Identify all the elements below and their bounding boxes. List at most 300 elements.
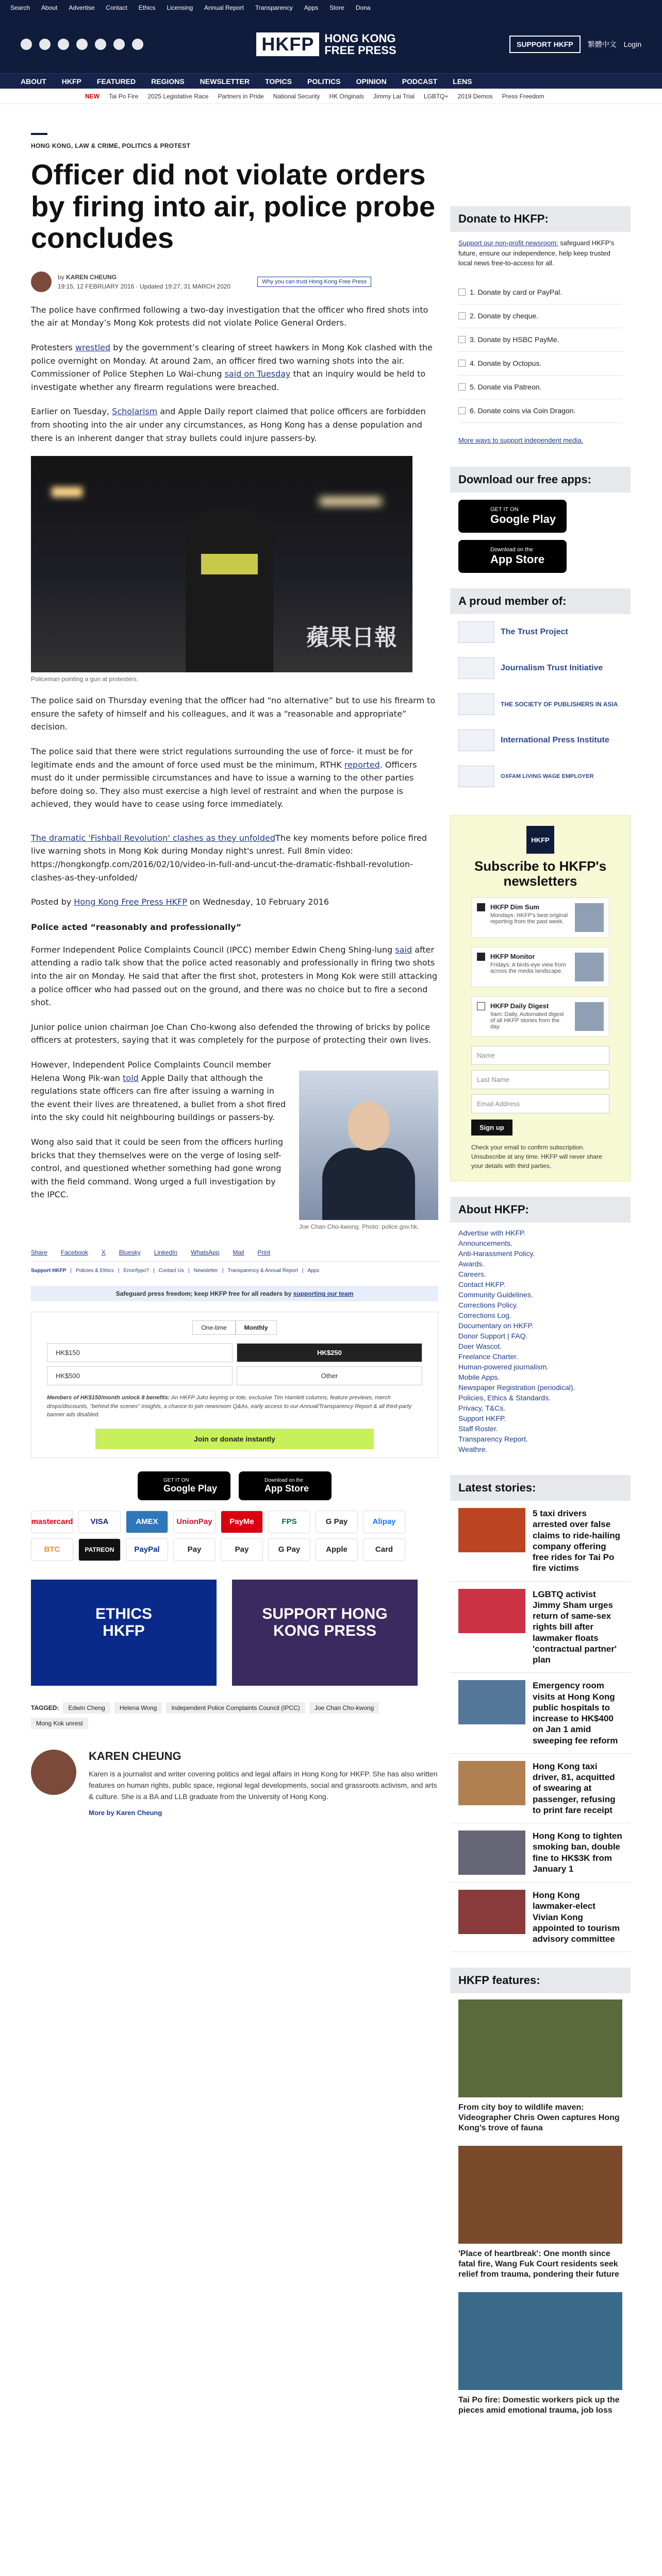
about-link[interactable]: Corrections Policy. xyxy=(458,1301,518,1310)
tag[interactable]: Independent Police Complaints Council (IPCC) xyxy=(166,1702,305,1714)
story-title: Emergency room visits at Hong Kong public hospitals to increase to HK$400 on Jan 1 amid sweeping fee reform xyxy=(533,1681,618,1745)
newsletter-title: Subscribe to HKFP's newsletters xyxy=(474,858,607,889)
about-link[interactable]: Human-powered journalism. xyxy=(458,1363,549,1371)
pay-amex-icon[interactable]: AMEX xyxy=(126,1511,168,1533)
inline-link[interactable]: said on Tuesday xyxy=(224,369,291,379)
donation-way[interactable] xyxy=(458,304,622,328)
about-link[interactable]: Weathre. xyxy=(458,1445,488,1454)
about-link[interactable]: Freelance Charter. xyxy=(458,1352,518,1361)
byline-by: by xyxy=(58,273,64,281)
feature-title: From city boy to wildlife maven: Videographer Chris Owen captures Hong Kong's trove of fauna xyxy=(458,2103,620,2133)
story-title: Hong Kong to tighten smoking ban, double fine to HK$3K from January 1 xyxy=(533,1831,622,1874)
member-logo[interactable] xyxy=(450,614,631,650)
latest-heading: Latest stories: xyxy=(450,1475,631,1501)
newsletter-checkbox[interactable] xyxy=(477,953,485,961)
footer-link[interactable]: Policies & Ethics xyxy=(75,1268,114,1274)
donate-link[interactable]: Support our non-profit newsroom: xyxy=(458,239,558,247)
checkbox-icon xyxy=(458,383,466,391)
donation-way[interactable] xyxy=(458,328,622,352)
story-title: LGBTQ activist Jimmy Sham urges return of same-sex rights bill after lawmaker floats 'contractual partner' plan xyxy=(533,1589,617,1665)
paragraph: Wong also said that it could be seen from the officers hurling bricks that they themselves were on the verge of losing self-control, and questioned whether something had gone wrong with the field command. Wong urged a full investigation by the IPCC. xyxy=(31,1137,284,1200)
about-link[interactable]: Anti-Harassment Policy. xyxy=(458,1249,535,1258)
feature-title: Tai Po fire: Domestic workers pick up the pieces amid emotional trauma, job loss xyxy=(458,2396,620,2415)
newsletter-option[interactable] xyxy=(471,897,609,938)
logo-line-2: FREE PRESS xyxy=(324,44,396,57)
byline-meta: by KAREN CHEUNG 19:15, 12 FEBRUARY 2016 · Updated 19:27, 31 MARCH 2020 xyxy=(58,273,231,290)
share-bluesky[interactable]: Bluesky xyxy=(119,1249,141,1256)
latest-story[interactable] xyxy=(450,1673,631,1754)
donate-heading: Donate to HKFP: xyxy=(450,206,631,232)
newsletter-logo: HKFP xyxy=(526,826,554,854)
pay-samsungpay-icon[interactable]: Pay xyxy=(221,1538,263,1561)
text: Google Play xyxy=(490,513,556,526)
pay-payme-icon[interactable]: PayMe xyxy=(221,1511,263,1533)
nav-podcast[interactable]: PODCAST xyxy=(402,77,438,86)
inline-link[interactable]: Scholarism xyxy=(112,406,158,417)
photo-shape xyxy=(186,507,273,672)
photo-shape xyxy=(201,554,258,574)
share-linkedin[interactable]: LinkedIn xyxy=(154,1249,178,1256)
sopa-icon xyxy=(458,693,494,715)
share-label: Share xyxy=(31,1249,48,1256)
text: Apple Daily that although the regulations state officers can fire after issuing a warning in the event their lives are threatened, a bullet from a shot fired into the sky could hit neighbouring buildings or passers-by. xyxy=(31,1073,286,1123)
nav-opinion[interactable]: OPINION xyxy=(356,77,387,86)
main-nav xyxy=(0,73,662,89)
latest-story[interactable] xyxy=(450,1501,631,1582)
text: GET IT ON xyxy=(490,506,519,513)
about-link[interactable]: Awards. xyxy=(458,1260,485,1268)
ticker-item[interactable]: 2019 Demos xyxy=(457,92,493,100)
story-title: Hong Kong taxi driver, 81, acquitted of swearing at passenger, refusing to print fare receipt xyxy=(533,1761,616,1815)
float-section xyxy=(31,1058,438,1235)
amount-option[interactable]: HK$500 xyxy=(47,1366,233,1385)
about-link[interactable]: Documentary on HKFP. xyxy=(458,1321,534,1330)
promo-text: SUPPORT HONG KONG PRESS xyxy=(262,1605,388,1639)
ipi-icon xyxy=(458,730,494,751)
story-thumb xyxy=(458,1831,525,1875)
footer-link[interactable]: Contact Us xyxy=(158,1268,185,1274)
text: The police said that there were strict regulations surrounding the use of force- it must be for legitimate ends and the amount of force used must be the minimum, RTHK xyxy=(31,746,413,770)
newsletter-thumb xyxy=(575,953,604,981)
pay-unionpay-icon[interactable]: UnionPay xyxy=(173,1511,216,1533)
join-donate-button[interactable]: Join or donate instantly xyxy=(95,1429,374,1449)
pay-gpay-icon[interactable]: G Pay xyxy=(268,1538,310,1561)
nav-regions[interactable]: REGIONS xyxy=(151,77,185,86)
nav-politics[interactable]: POLITICS xyxy=(307,77,341,86)
brand-actions xyxy=(509,36,641,53)
about-link[interactable]: Announcements. xyxy=(458,1239,513,1248)
paragraph: The police have confirmed following a two-day investigation that the officer who fired shots into the air at Monday’s Mong Kok protests did not violate Police General Orders. xyxy=(31,304,428,328)
text: on Wednesday, 10 February 2016 xyxy=(187,897,329,907)
text: that an inquiry would be held to investigate whether any firearm regulations were breached. xyxy=(31,369,426,392)
support-hkfp-button[interactable]: SUPPORT HKFP xyxy=(509,36,581,53)
topbar-annual-report[interactable]: Annual Report xyxy=(204,4,244,11)
pay-gpay-icon[interactable]: G Pay xyxy=(316,1511,358,1533)
photo-shape xyxy=(52,487,82,497)
frequency-toggle xyxy=(47,1320,422,1335)
nav-featured[interactable]: FEATURED xyxy=(96,77,136,86)
inline-link[interactable]: said xyxy=(395,944,412,955)
author-box-name[interactable]: KAREN CHEUNG xyxy=(89,1749,181,1762)
text: Download on the xyxy=(264,1477,304,1483)
pay-bitcoin-icon[interactable]: BTC xyxy=(31,1538,73,1561)
author-avatar[interactable] xyxy=(31,272,52,292)
share-bar xyxy=(31,1249,438,1262)
checkbox-icon xyxy=(458,336,466,343)
payment-methods xyxy=(31,1511,438,1561)
tags-label: TAGGED: xyxy=(31,1704,59,1711)
subheading: Police acted “reasonably and professionally” xyxy=(31,922,242,932)
donation-widget xyxy=(31,1312,438,1458)
paragraph xyxy=(31,745,438,811)
about-link[interactable]: Doer Wascot. xyxy=(458,1342,502,1351)
press-freedom-banner xyxy=(31,1286,438,1301)
about-link[interactable]: Transparency Report. xyxy=(458,1435,528,1444)
ticker-item[interactable]: National Security xyxy=(273,92,320,100)
photo-watermark: 蘋果日報 xyxy=(306,625,397,651)
nav-topics[interactable]: TOPICS xyxy=(265,77,292,86)
ethics-promo[interactable] xyxy=(31,1580,217,1686)
about-link[interactable]: Community Guidelines. xyxy=(458,1291,533,1299)
text: 1. Donate by card or PayPal. xyxy=(470,287,562,296)
site-logo[interactable] xyxy=(256,32,396,56)
pay-alipay-icon[interactable]: Alipay xyxy=(363,1511,405,1533)
portrait-image xyxy=(299,1071,438,1220)
share-facebook[interactable]: Facebook xyxy=(61,1249,88,1256)
features-heading: HKFP features: xyxy=(450,1968,631,1993)
sidebar-google-play-badge[interactable] xyxy=(458,500,567,533)
bluesky-icon[interactable] xyxy=(113,39,125,50)
share-mail[interactable]: Mail xyxy=(233,1249,244,1256)
share-whatsapp[interactable]: WhatsApp xyxy=(191,1249,220,1256)
about-link[interactable]: Policies, Ethics & Standards. xyxy=(458,1394,551,1402)
instagram-icon[interactable] xyxy=(58,39,69,50)
text: The Trust Project xyxy=(501,628,568,636)
text: THE SOCIETY OF PUBLISHERS IN ASIA xyxy=(501,701,618,708)
newsletter-thumb xyxy=(575,903,604,932)
trust-project-icon xyxy=(458,621,494,643)
sidebar-app-store-badge[interactable] xyxy=(458,540,567,573)
logo-line-1: HONG KONG xyxy=(324,31,396,45)
text: App Store xyxy=(490,553,545,566)
footer-link[interactable]: Error/typo? xyxy=(123,1268,149,1274)
youtube-icon[interactable] xyxy=(76,39,88,50)
ticker-item[interactable]: HK Originals xyxy=(329,92,364,100)
freq-monthly[interactable]: Monthly xyxy=(236,1320,277,1335)
donation-way[interactable] xyxy=(458,399,622,423)
story-title: Hong Kong lawmaker-elect Vivian Kong appointed to tourism advisory committee xyxy=(533,1890,620,1944)
newsletter-signup xyxy=(450,815,631,1181)
topbar-search[interactable]: Search xyxy=(10,4,30,11)
nav-about[interactable]: ABOUT xyxy=(21,77,46,86)
tag[interactable]: Mong Kok unrest xyxy=(31,1718,88,1729)
photo-caption: Policeman pointing a gun at protesters. xyxy=(31,675,139,683)
updated-date: Updated 19:27, 31 MARCH 2020 xyxy=(140,282,231,290)
text: Safeguard press freedom; keep HKFP free for all readers by xyxy=(115,1290,293,1297)
about-link[interactable]: Donor Support | FAQ. xyxy=(458,1332,528,1341)
photo-caption: Joe Chan Cho-kwong. Photo: police.gov.hk. xyxy=(299,1223,419,1230)
pay-patreon-icon[interactable]: PATREON xyxy=(78,1538,121,1561)
story-thumb xyxy=(458,1680,525,1724)
ticker-item[interactable]: Jimmy Lai Trial xyxy=(373,92,415,100)
text: 3. Donate by HSBC PayMe. xyxy=(470,335,559,344)
donation-way[interactable] xyxy=(458,281,622,304)
member-logo[interactable] xyxy=(450,686,631,722)
logo-mark: HKFP xyxy=(256,32,319,56)
donation-way[interactable] xyxy=(458,352,622,376)
more-ways-link[interactable]: More ways to support independent media. xyxy=(458,436,584,444)
author-box-avatar[interactable] xyxy=(31,1750,76,1795)
login-link[interactable]: Login xyxy=(623,40,641,48)
amount-option[interactable]: HK$150 xyxy=(47,1343,233,1362)
facebook-icon[interactable] xyxy=(21,39,32,50)
topbar-transparency[interactable]: Transparency xyxy=(255,4,293,11)
donation-way[interactable] xyxy=(458,376,622,399)
ticker-item[interactable]: Partners in Pride xyxy=(218,92,264,100)
apps-heading: Download our free apps: xyxy=(450,467,631,493)
feature-title: 'Place of heartbreak': One month since fatal fire, Wang Fuk Court residents seek relief from trauma, pondering their future xyxy=(458,2249,620,2279)
text: after attending a radio talk show that the police acted reasonably and professionally in firing two shots into the air on Monday. He said that after the first shot, protesters in Mong Kok were still attacking a police officer who had passed out on the ground, and there was no choice but to fire a second shot. xyxy=(31,944,438,1008)
article-column xyxy=(31,133,438,1817)
oxfam-icon xyxy=(458,766,494,787)
newsletter-thumb xyxy=(575,1002,604,1031)
pay-visa-icon[interactable]: VISA xyxy=(78,1511,121,1533)
tag[interactable]: Helena Wong xyxy=(114,1702,162,1714)
tag[interactable]: Joe Chan Cho-kwong xyxy=(309,1702,379,1714)
topbar-donate[interactable]: Dona xyxy=(355,4,371,11)
member-logo[interactable] xyxy=(450,758,631,794)
facebook-embed xyxy=(31,832,438,884)
article-footer-links: Support HKFP | Policies & Ethics | Error/typo? | Contact Us | Newsletter | Transparency & Annual Report | Apps xyxy=(31,1268,320,1274)
ticker-item[interactable]: 2025 Legislative Race xyxy=(147,92,209,100)
sidebar xyxy=(450,206,631,2422)
brand-bar xyxy=(0,15,662,73)
author-box xyxy=(31,1750,438,1817)
pay-paypal-icon[interactable]: PayPal xyxy=(126,1538,168,1561)
ticker-item[interactable]: Press Freedom xyxy=(502,92,544,100)
topbar-store[interactable]: Store xyxy=(329,4,344,11)
text: and Apple Daily report claimed that police officers are forbidden from shooting into the air under any circumstances, as Hong Kong has a dense population and there is an inherent danger that stray bullets could injure passers-by. xyxy=(31,406,426,443)
checkbox-icon xyxy=(458,289,466,296)
logo-text xyxy=(324,32,396,56)
text: Earlier on Tuesday, xyxy=(31,406,112,417)
text: safeguard HKFP's future, ensure our independence, help keep trusted local news free-to-access for all. xyxy=(458,239,615,267)
story-thumb xyxy=(458,1761,525,1805)
feature-thumb xyxy=(458,2146,622,2244)
utility-bar xyxy=(0,0,662,15)
text: 6. Donate coins via Coin Dragon. xyxy=(470,406,576,415)
more-ways xyxy=(450,429,631,452)
about-link[interactable]: Careers. xyxy=(458,1270,486,1279)
promo-text: ETHICS HKFP xyxy=(95,1605,152,1639)
feature-story[interactable] xyxy=(450,2140,631,2286)
author-name[interactable]: KAREN CHEUNG xyxy=(66,273,117,281)
nav-lens[interactable]: LENS xyxy=(453,77,472,86)
share-x[interactable]: X xyxy=(101,1249,106,1256)
text: Journalism Trust Initiative xyxy=(501,664,603,672)
promo-banners xyxy=(31,1580,438,1686)
trending-ticker xyxy=(0,89,662,104)
topbar-about[interactable]: About xyxy=(41,4,58,11)
text: Posted by xyxy=(31,897,74,907)
pay-mastercard-icon[interactable]: mastercard xyxy=(31,1511,73,1533)
telegram-icon[interactable] xyxy=(132,39,143,50)
story-thumb xyxy=(458,1589,525,1633)
app-store-badge[interactable] xyxy=(239,1471,332,1500)
feature-thumb xyxy=(458,1999,622,2097)
checkbox-icon xyxy=(458,407,466,414)
newsletter-option[interactable] xyxy=(471,996,609,1037)
threads-icon[interactable] xyxy=(95,39,106,50)
text: App Store xyxy=(264,1483,309,1494)
paragraph: Junior police union chairman Joe Chan Cho-kwong also defended the throwing of bricks by police officers at protesters, saying that it was completely for the purpose of protecting their own lives. xyxy=(31,1022,432,1045)
topbar-apps[interactable]: Apps xyxy=(304,4,319,11)
newsletter-fineprint: Check your email to confirm subscription. Unsubscribe at any time. HKFP will never share your details with third parties. xyxy=(471,1144,602,1170)
name-field[interactable]: Name xyxy=(471,1046,609,1065)
about-link[interactable]: Newspaper Registration (periodical). xyxy=(458,1383,575,1392)
member-logo[interactable] xyxy=(450,722,631,758)
signup-button[interactable]: Sign up xyxy=(471,1120,512,1136)
amount-other[interactable]: Other xyxy=(237,1366,422,1385)
inline-link[interactable]: reported xyxy=(344,759,380,770)
text: 4. Donate by Octopus. xyxy=(470,359,542,367)
paragraph xyxy=(31,341,438,394)
footer-support-link[interactable]: Support HKFP xyxy=(31,1268,67,1274)
google-play-badge[interactable] xyxy=(138,1471,230,1500)
newsletter-checkbox[interactable] xyxy=(477,903,485,911)
ticker-new-label: NEW xyxy=(85,92,100,100)
text: 5. Donate via Patreon. xyxy=(470,382,542,391)
embed-page-link[interactable]: Hong Kong Free Press HKFP xyxy=(74,897,187,907)
author-box-text xyxy=(89,1750,438,1817)
about-link[interactable]: Privacy, T&Cs. xyxy=(458,1404,506,1413)
tag[interactable]: Edwin Cheng xyxy=(63,1702,110,1714)
topbar-advertise[interactable]: Advertise xyxy=(69,4,95,11)
language-toggle[interactable]: 繁體中文 xyxy=(587,40,617,48)
about-link[interactable]: Corrections Log. xyxy=(458,1311,511,1320)
pay-fps-icon[interactable]: FPS xyxy=(268,1511,310,1533)
embed-link[interactable]: The dramatic 'Fishball Revolution' clashes as they unfolded xyxy=(31,833,276,843)
text: . Officers must do it under permissible circumstances and have to issue a warning to the other parties before doing so. They also must exercise a high level of restraint and when the purpose is achieved, they would have to cease using force immediately. xyxy=(31,759,417,809)
member-heading: A proud member of: xyxy=(450,588,631,614)
membership-note xyxy=(47,1394,422,1419)
publish-date: 19:15, 12 FEBRUARY 2016 xyxy=(58,282,135,290)
newsletter-checkbox[interactable] xyxy=(477,1002,485,1010)
article-tags xyxy=(31,1702,438,1729)
latest-story[interactable] xyxy=(450,1754,631,1823)
email-field[interactable]: Email Address xyxy=(471,1094,609,1113)
pay-card-icon[interactable]: Card xyxy=(363,1538,405,1561)
photo-shape xyxy=(348,1101,389,1150)
freq-one-time[interactable]: One-time xyxy=(192,1320,235,1335)
topbar-licensing[interactable]: Licensing xyxy=(167,4,193,11)
feature-thumb xyxy=(458,2292,622,2390)
share-print[interactable]: Print xyxy=(257,1249,271,1256)
text: Fridays: A birds-eye view from across the media landscape. xyxy=(490,962,566,975)
text: Protesters xyxy=(31,342,75,352)
story-thumb xyxy=(458,1508,525,1552)
topbar-ethics[interactable]: Ethics xyxy=(138,4,156,11)
footer-link[interactable]: Apps xyxy=(307,1268,320,1274)
donation-ways xyxy=(450,275,631,429)
about-link[interactable]: Support HKFP. xyxy=(458,1414,506,1423)
text: HKFP Dim Sum xyxy=(490,903,540,911)
paragraph: The police said on Thursday evening that the officer had “no alternative” but to use his firearm to ensure the safety of himself and his colleagues, and it was a “reasonable and appropriate” decision. xyxy=(31,696,436,732)
paragraph xyxy=(31,943,438,1009)
text: International Press Institute xyxy=(501,736,609,744)
amount-option-selected[interactable]: HK$250 xyxy=(237,1343,422,1362)
pay-apple-icon[interactable]: Apple xyxy=(316,1538,358,1561)
checkbox-icon xyxy=(458,360,466,367)
ticker-item[interactable]: LGBTQ+ xyxy=(423,92,449,100)
nav-hkfp[interactable]: HKFP xyxy=(61,77,81,86)
topbar-contact[interactable]: Contact xyxy=(106,4,127,11)
feature-story[interactable] xyxy=(450,1993,631,2140)
story-title: 5 taxi drivers arrested over false claims to ride-hailing company offering free rides for Tai Po fire victims xyxy=(533,1509,621,1573)
about-links xyxy=(450,1223,631,1460)
x-icon[interactable] xyxy=(39,39,51,50)
about-heading: About HKFP: xyxy=(450,1197,631,1223)
checkbox-icon xyxy=(458,312,466,319)
donate-intro xyxy=(450,232,631,275)
text: by the government’s clearing of street hawkers in Mong Kok clashed with the police overnight on Monday. At around 2am, an officer fired two warning shots into the air. Commissioner of Police Stephen Lo Wai-chung xyxy=(31,342,433,379)
byline xyxy=(31,272,438,292)
latest-story[interactable] xyxy=(450,1582,631,1673)
text: However, Independent Police Complaints Council member Helena Wong Pik-wan xyxy=(31,1060,271,1083)
paragraph xyxy=(31,405,438,445)
text: 2. Donate by cheque. xyxy=(470,311,539,320)
about-link[interactable]: Contact HKFP. xyxy=(458,1280,506,1289)
inline-link[interactable]: wrestled xyxy=(75,342,111,352)
newsletter-option[interactable] xyxy=(471,947,609,987)
author-bio: Karen is a journalist and writer covering politics and legal affairs in Hong Kong for HKFP. She has also written features on human rights, public space, regional legal developments, social and grassroots activism, and arts & culture. She is a BA and LLB graduate from the University of Hong Kong. xyxy=(89,1769,438,1801)
more-by-author-link[interactable]: More by Karen Cheung xyxy=(89,1808,162,1817)
last-name-field[interactable]: Last Name xyxy=(471,1070,609,1089)
photo-shape xyxy=(322,1148,415,1220)
trust-button[interactable]: Why you can trust Hong Kong Free Press xyxy=(257,277,371,287)
text: 9am: Daily, Automated digest of all HKFP stories from the day. xyxy=(490,1011,564,1030)
latest-story[interactable] xyxy=(450,1883,631,1952)
embed-posted xyxy=(31,895,438,909)
about-link[interactable]: Mobile Apps. xyxy=(458,1373,500,1382)
latest-story[interactable] xyxy=(450,1823,631,1883)
pay-applepay-icon[interactable]: Pay xyxy=(173,1538,216,1561)
feature-story[interactable] xyxy=(450,2286,631,2422)
member-logo[interactable] xyxy=(450,650,631,686)
jti-icon xyxy=(458,657,494,679)
ticker-item[interactable]: Tai Po Fire xyxy=(109,92,139,100)
footer-link[interactable]: Newsletter xyxy=(193,1268,218,1274)
amount-options xyxy=(47,1343,422,1385)
about-link[interactable]: Advertise with HKFP. xyxy=(458,1229,526,1238)
text: Members of HK$150/month unlock 8 benefits: xyxy=(47,1395,170,1401)
nav-newsletter[interactable]: NEWSLETTER xyxy=(200,77,250,86)
about-link[interactable]: Staff Roster. xyxy=(458,1425,498,1433)
article-photo xyxy=(31,456,412,672)
support-promo[interactable] xyxy=(232,1580,418,1686)
social-links xyxy=(21,39,143,50)
text: OXFAM LIVING WAGE EMPLOYER xyxy=(501,773,594,779)
text: Google Play xyxy=(163,1483,218,1494)
article-categories[interactable]: HONG KONG, LAW & CRIME, POLITICS & PROTEST xyxy=(31,133,47,149)
inline-link[interactable]: told xyxy=(123,1073,139,1083)
footer-link[interactable]: Transparency & Annual Report xyxy=(227,1268,298,1274)
text: Former Independent Police Complaints Council (IPCC) member Edwin Cheng Shing-lung xyxy=(31,944,395,955)
text: Mondays: HKFP's best original reporting from the past week. xyxy=(490,912,568,925)
support-team-link[interactable]: supporting our team xyxy=(293,1290,354,1297)
text: An HKFP Juko keyring or tote, exclusive Tim Hamlett columns, feature previews, merch drops/discounts, "behind the scenes" insights, a chance to join newsroom Q&As, early access to our Annual/Transparency Report & all third-party banner ads disabled. xyxy=(47,1395,412,1418)
text: GET IT ON xyxy=(163,1477,189,1483)
